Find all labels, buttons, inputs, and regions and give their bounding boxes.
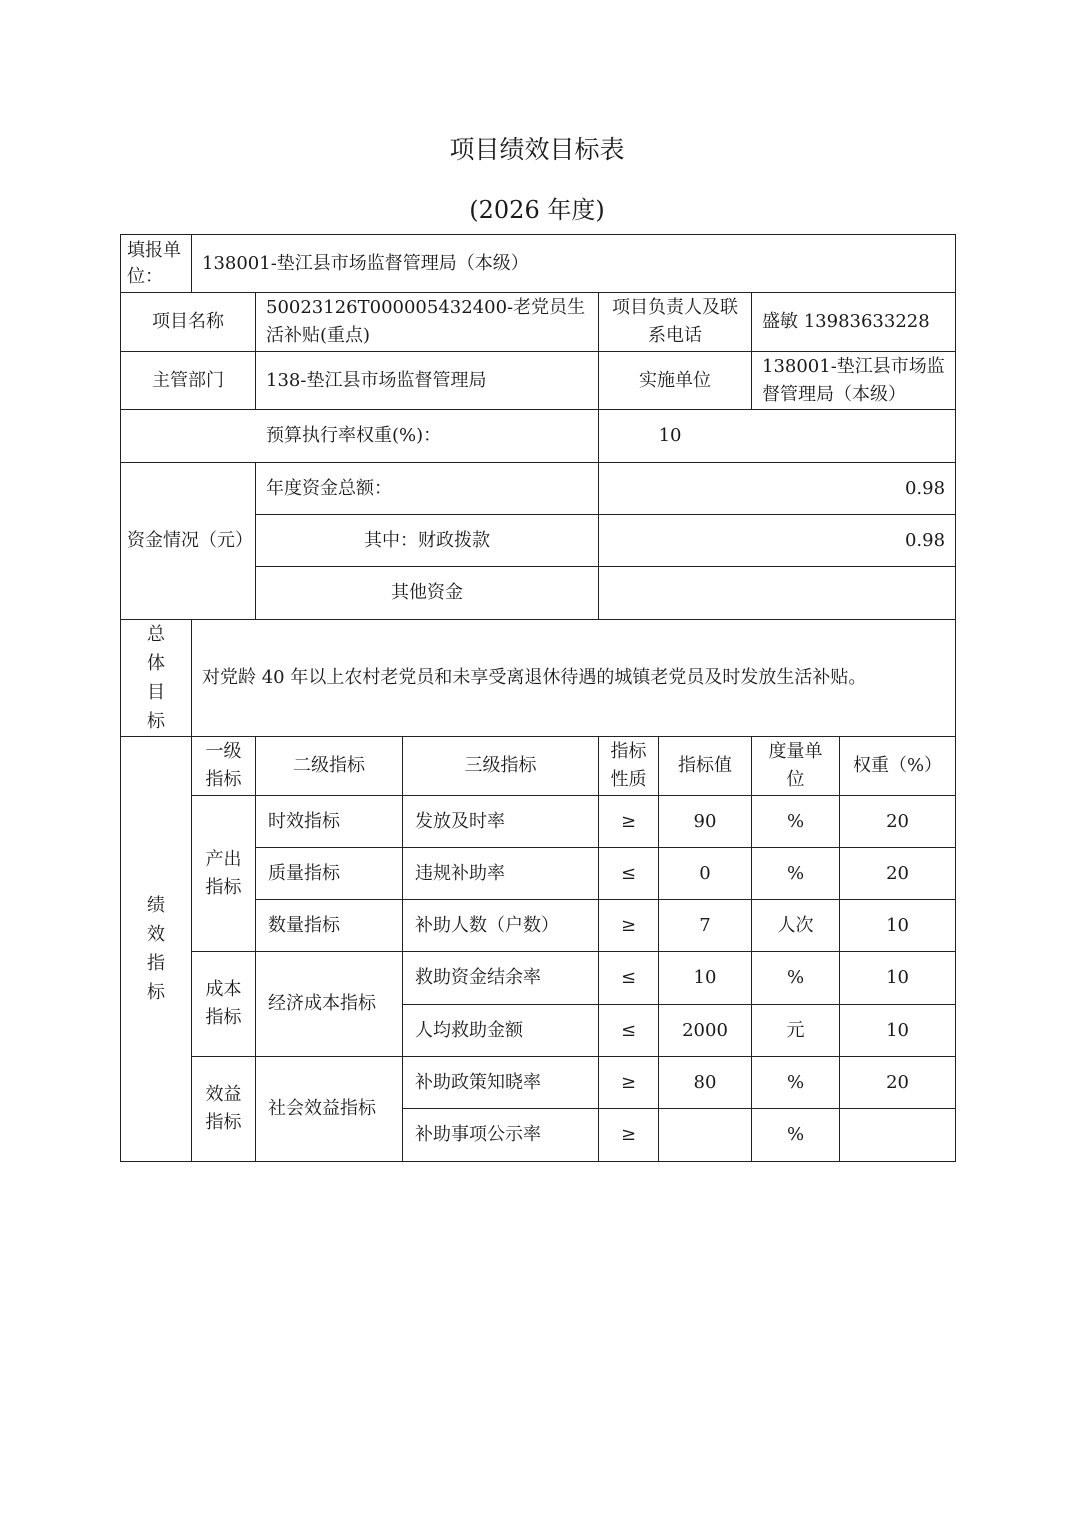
indicator-weight <box>840 1109 956 1162</box>
unit-value: 138001-垫江县市场监督管理局（本级） <box>192 235 956 293</box>
indicator-value: 2000 <box>659 1005 752 1057</box>
unit-label: 填报单位： <box>121 235 192 293</box>
page-year: (2026 年度) <box>469 196 605 224</box>
performance-table <box>120 234 956 1162</box>
header-unit: 度量单位 <box>752 737 840 796</box>
indicator-name: 救助资金结余率 <box>403 952 599 1005</box>
indicator-value: 0 <box>659 848 752 900</box>
indicator-op: ≥ <box>599 900 659 952</box>
indicator-weight: 20 <box>840 848 956 900</box>
funds-fiscal-label: 其中：财政拨款 <box>256 515 599 567</box>
indicator-unit: % <box>752 796 840 848</box>
indicator-unit: % <box>752 1057 840 1109</box>
header-value: 指标值 <box>659 737 752 796</box>
indicator-value: 7 <box>659 900 752 952</box>
leader-value: 盛敏 13983633228 <box>752 293 956 352</box>
indicator-weight: 10 <box>840 1005 956 1057</box>
level1-benefit: 效益指标 <box>192 1057 256 1162</box>
dept-label: 主管部门 <box>121 352 256 410</box>
level1-output: 产出指标 <box>192 796 256 952</box>
indicator-op: ≤ <box>599 848 659 900</box>
indicator-unit: 元 <box>752 1005 840 1057</box>
level2-quantity: 数量指标 <box>256 900 403 952</box>
indicator-weight: 20 <box>840 1057 956 1109</box>
impl-label: 实施单位 <box>599 352 752 410</box>
indicator-op: ≥ <box>599 796 659 848</box>
indicator-name: 违规补助率 <box>403 848 599 900</box>
header-nature: 指标性质 <box>599 737 659 796</box>
indicator-unit: 人次 <box>752 900 840 952</box>
level2-social-benefit: 社会效益指标 <box>256 1057 403 1162</box>
indicator-op: ≤ <box>599 1005 659 1057</box>
header-level1: 一级指标 <box>192 737 256 796</box>
level2-quality: 质量指标 <box>256 848 403 900</box>
funds-fiscal-value: 0.98 <box>599 515 956 567</box>
indicator-unit: % <box>752 848 840 900</box>
level1-cost: 成本指标 <box>192 952 256 1057</box>
indicator-name: 补助政策知晓率 <box>403 1057 599 1109</box>
indicator-name: 补助人数（户数） <box>403 900 599 952</box>
funds-total-value: 0.98 <box>599 463 956 515</box>
indicator-name: 人均救助金额 <box>403 1005 599 1057</box>
project-name-value: 50023126T000005432400-老党员生活补贴(重点) <box>256 293 599 352</box>
impl-value: 138001-垫江县市场监督管理局（本级） <box>752 352 956 410</box>
header-level3: 三级指标 <box>403 737 599 796</box>
indicator-name: 发放及时率 <box>403 796 599 848</box>
page-title: 项目绩效目标表 <box>449 135 625 164</box>
budget-rate-label: 预算执行率权重(%)： <box>121 410 599 463</box>
indicators-label: 绩效指标 <box>121 737 192 1162</box>
budget-rate-value: 10 <box>599 410 956 463</box>
funds-other-value <box>599 567 956 620</box>
header-weight: 权重（%） <box>840 737 956 796</box>
indicator-value: 10 <box>659 952 752 1005</box>
level2-economic-cost: 经济成本指标 <box>256 952 403 1057</box>
indicator-weight: 20 <box>840 796 956 848</box>
level2-timeliness: 时效指标 <box>256 796 403 848</box>
leader-label: 项目负责人及联系电话 <box>599 293 752 352</box>
funds-label: 资金情况（元） <box>121 463 256 620</box>
dept-value: 138-垫江县市场监督管理局 <box>256 352 599 410</box>
funds-other-label: 其他资金 <box>256 567 599 620</box>
indicator-unit: % <box>752 952 840 1005</box>
project-name-label: 项目名称 <box>121 293 256 352</box>
indicator-value: 80 <box>659 1057 752 1109</box>
goal-label: 总体目标 <box>121 620 192 737</box>
indicator-weight: 10 <box>840 952 956 1005</box>
indicator-op: ≥ <box>599 1057 659 1109</box>
indicator-value: 90 <box>659 796 752 848</box>
indicator-value <box>659 1109 752 1162</box>
header-level2: 二级指标 <box>256 737 403 796</box>
indicator-name: 补助事项公示率 <box>403 1109 599 1162</box>
indicator-unit: % <box>752 1109 840 1162</box>
indicator-op: ≤ <box>599 952 659 1005</box>
indicator-weight: 10 <box>840 900 956 952</box>
funds-total-label: 年度资金总额： <box>256 463 599 515</box>
goal-text: 对党龄 40 年以上农村老党员和未享受离退休待遇的城镇老党员及时发放生活补贴。 <box>192 620 956 737</box>
indicator-op: ≥ <box>599 1109 659 1162</box>
